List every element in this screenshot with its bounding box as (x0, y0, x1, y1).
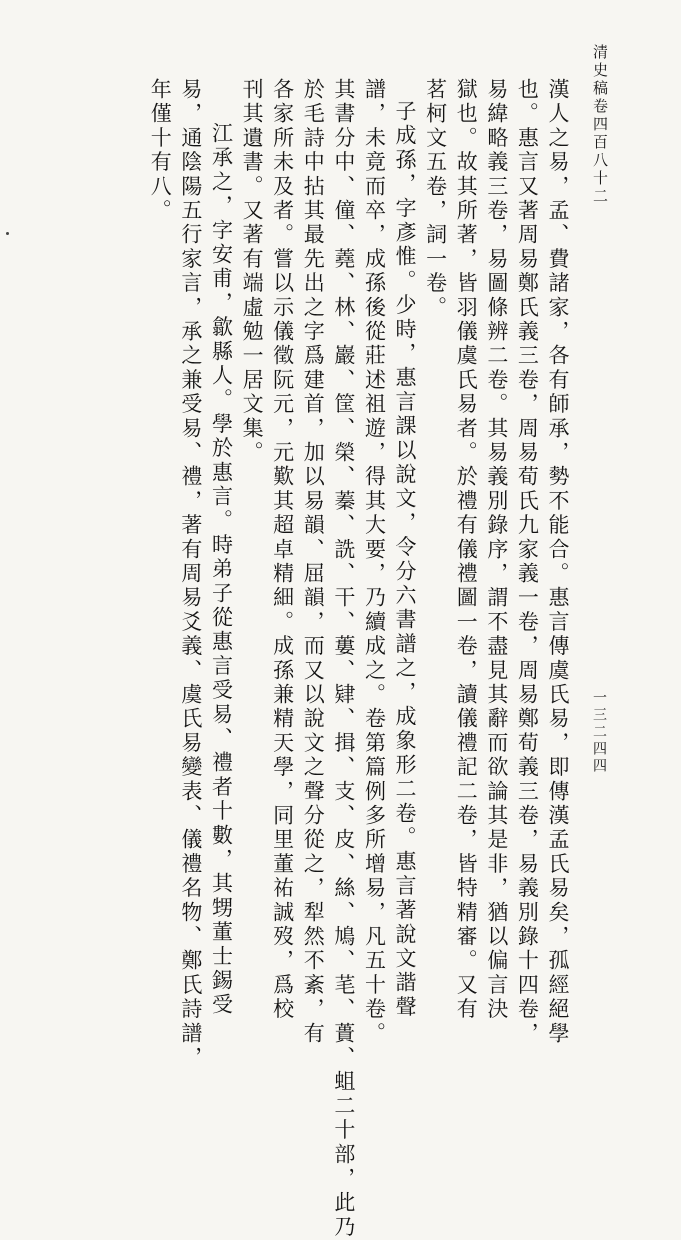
margin-dot (6, 232, 9, 235)
text-line: 茗柯文五卷，詞一卷。 (423, 78, 448, 320)
text-line: 於毛詩中拈其最先出之字爲建首，加以易韻、屈韻，而又以說文之聲分從之，犁然不紊，有 (301, 78, 326, 1046)
text-line: 各家所未及者。嘗以示儀徵阮元，元歎其超卓精細。成孫兼精天學，同里董祐誠歿，爲校 (270, 78, 295, 1022)
text-line: 也。惠言又著周易鄭氏義三卷，周易荀氏九家義一卷，周易鄭荀義三卷，易義別錄十四卷， (515, 78, 540, 1046)
text-line: 易，通陰陽五行家言，承之兼受易、禮，著有周易爻義、虞氏易變表、儀禮名物、鄭氏詩譜， (178, 78, 203, 1071)
main-text (145, 78, 573, 1240)
text-line: 其書分中、僮、蕘、林、巖、筐、榮、蓁、詵、干、蔞、肄、揖、支、皮、絲、鳩、芼、蕢、蛆二十部，此乃 (331, 78, 356, 1240)
text-line: 獄也。故其所著，皆羽儀虞氏易者。於禮有儀禮圖一卷，讀儀禮記二卷，皆特精審。又有 (454, 78, 479, 1022)
paragraph-3-continued (145, 78, 206, 1071)
text-line: 漢人之易，孟、費諸家，各有師承，勢不能合。惠言傳虞氏易，即傳漢孟氏易矣，孤經絕學 (546, 78, 570, 1046)
paragraph-3 (206, 78, 237, 1018)
paragraph-2-continued (236, 78, 389, 1240)
text-line: 年僅十有八。 (148, 78, 173, 224)
text-line: 譜，未竟而卒，成孫後從莊述祖遊，得其大要，乃續成之。卷第篇例多所增易，凡五十卷。 (362, 78, 387, 1046)
paragraph-2 (389, 78, 420, 1020)
text-line: 江承之，字安甫，歙縣人。學於惠言。時弟子從惠言受易、禮者十數，其甥董士錫受 (209, 122, 234, 1018)
paragraph-1 (420, 78, 573, 1046)
page-number: 一三二四四 (591, 690, 607, 775)
text-line: 刊其遺書。又著有端虛勉一居文集。 (240, 78, 265, 466)
text-line: 易緯略義三卷，易圖條辨二卷。其易義別錄序，謂不盡見其辭而欲論其是非，猶以偏言決 (484, 78, 509, 1022)
text-line: 子成孫，字彥惟。少時，惠言課以說文，令分六書譜之，成象形二卷。惠言著說文諧聲 (393, 100, 418, 1020)
running-header: 清史稿卷四百八十二 (591, 44, 609, 206)
